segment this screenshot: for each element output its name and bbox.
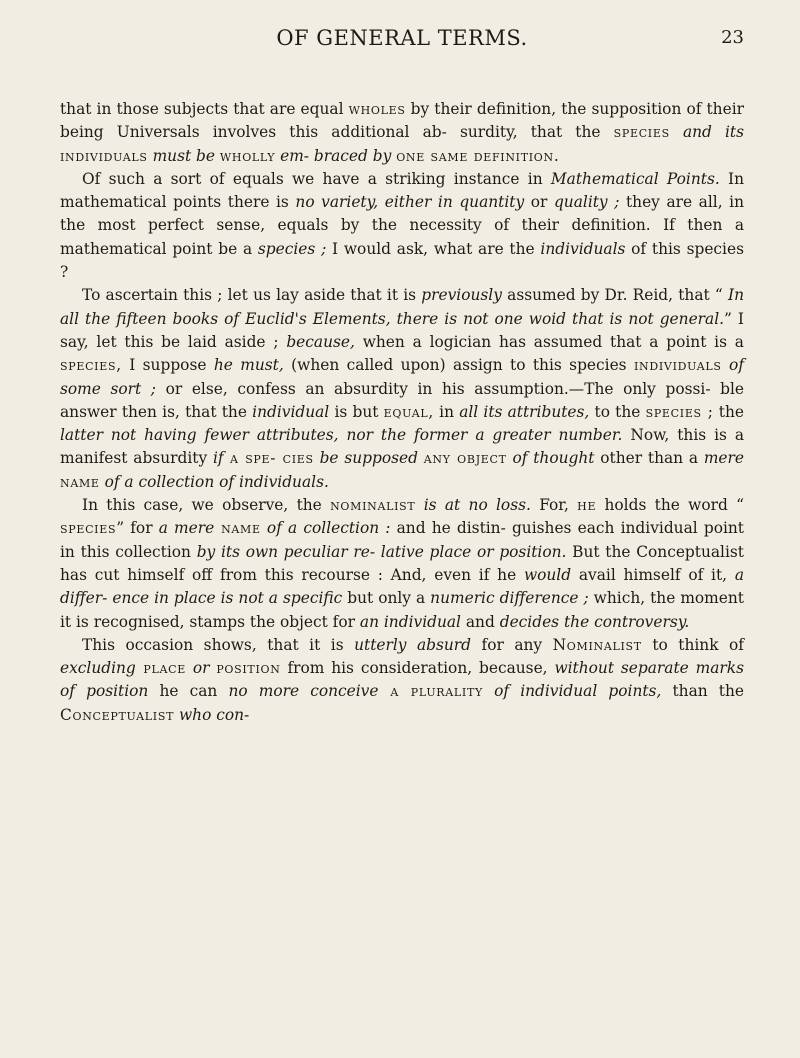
text-run: holds the word “ — [596, 496, 744, 515]
text-run: and he distin- guishes each individual point in this collection — [60, 519, 744, 561]
italic-run: of thought — [506, 449, 595, 468]
paragraph — [60, 98, 744, 168]
text-run: for any — [471, 635, 553, 654]
text-run: or else, confess an absurdity in his assumption.—The only possi- ble answer then is, that the — [60, 379, 745, 421]
small-caps-run: species — [60, 519, 117, 538]
small-caps-run: place — [135, 659, 186, 678]
small-caps-run: position — [216, 659, 281, 678]
small-caps-run: individuals — [60, 146, 148, 165]
italic-run: a mere — [158, 519, 215, 538]
small-caps-run: species ; — [645, 402, 714, 421]
italic-run: would — [523, 565, 572, 584]
text-run: to the — [589, 402, 646, 421]
text-run: This occasion shows, that it is — [82, 635, 355, 654]
italic-run: quality ; — [553, 193, 620, 212]
italic-run: who con- — [174, 705, 250, 724]
small-caps-run: species, — [60, 356, 122, 375]
paragraph — [60, 494, 744, 634]
italic-run: if — [212, 449, 224, 468]
italic-run: of a collection : — [260, 519, 391, 538]
text-run: assumed by Dr. Reid, that “ — [501, 286, 728, 305]
italic-run: without separate marks of position — [60, 659, 744, 701]
italic-run: utterly absurd — [354, 635, 472, 654]
italic-run: by its own peculiar re- lative place or position. — [196, 542, 567, 561]
italic-run: all its attributes, — [459, 402, 590, 421]
italic-run: individuals — [540, 239, 626, 258]
italic-run: no variety, either in quantity — [295, 193, 525, 212]
running-title: OF GENERAL TERMS. — [276, 26, 528, 50]
small-caps-run: a spe- cies — [223, 449, 314, 468]
italic-run: em- braced by — [275, 146, 397, 165]
text-run: other than a — [594, 449, 704, 468]
text-run: Now, this is a manifest absurdity — [60, 426, 744, 468]
text-run: the — [713, 402, 744, 421]
text-run: of this species ? — [60, 239, 744, 282]
small-caps-run: individuals — [633, 356, 722, 375]
page-header — [60, 26, 744, 56]
text-run: In mathematical points there is — [60, 169, 744, 212]
text-run: In this case, we observe, the — [82, 496, 331, 515]
text-run: I suppose — [121, 356, 214, 375]
italic-run: is at no loss. — [415, 496, 531, 515]
text-run: which, the moment it is recognised, stamps the object for — [60, 589, 744, 631]
paragraph — [60, 634, 744, 727]
text-run: from his consideration, because, — [280, 659, 555, 678]
italic-run: a differ- ence in place is not a specific — [60, 565, 744, 608]
italic-run: must be — [147, 146, 220, 165]
small-caps-run: wholly — [219, 146, 276, 165]
text-run: (when called upon) assign to this species — [283, 356, 634, 375]
small-caps-run: Conceptualist — [60, 705, 175, 724]
text-run: ” I say, let this be laid aside ; — [60, 309, 744, 351]
italic-run: an individual — [359, 612, 461, 631]
italic-run: species ; — [257, 239, 327, 258]
italic-run: and its — [669, 123, 745, 142]
italic-run: no more conceive — [228, 682, 379, 701]
text-run: ” for — [116, 519, 159, 538]
italic-run: or — [185, 659, 217, 678]
italic-run: because, — [286, 332, 355, 351]
text-run: by their definition, the supposition of their being Universals involves this additional ab- surdity, that the — [60, 100, 744, 142]
italic-run: Mathematical Points. — [550, 169, 720, 188]
text-run: when a logician has assumed that a point is a — [354, 332, 744, 351]
text-run: But the Conceptualist has cut himself off from this recourse : And, even if he — [60, 542, 744, 584]
italic-run: individual — [252, 402, 330, 421]
text-run: that in those subjects that are equal — [60, 100, 349, 118]
paragraph — [60, 168, 744, 284]
text-run: than the — [661, 682, 745, 701]
text-run: or — [524, 193, 554, 212]
text-run: I would ask, what are the — [326, 239, 541, 258]
small-caps-run: species — [613, 123, 670, 142]
page-number: 23 — [721, 27, 744, 48]
text-run: and — [460, 612, 500, 631]
italic-run: decides the controversy. — [499, 612, 690, 631]
text-run: they are all, in the most perfect sense, equals by the necessity of their definition. If then a mathematical point be a — [60, 193, 744, 258]
italic-run: numeric difference ; — [430, 589, 589, 608]
small-caps-run: wholes — [348, 100, 406, 118]
small-caps-run: name — [60, 472, 100, 491]
italic-run: In all the fifteen books of Euclid's Elements, there is not one woid that is not general. — [60, 286, 744, 328]
small-caps-run: name — [214, 519, 261, 538]
text-run: For, — [530, 496, 578, 515]
italic-run: be supposed — [313, 449, 424, 468]
small-caps-run: any object — [423, 449, 507, 468]
small-caps-run: nominalist — [330, 496, 416, 515]
italic-run: mere — [703, 449, 744, 468]
italic-run: of some sort ; — [60, 356, 745, 398]
small-caps-run: one same definition. — [396, 146, 560, 165]
italic-run: of individual points, — [482, 682, 662, 701]
small-caps-run: he — [577, 496, 597, 515]
text-run: to think of — [641, 635, 744, 654]
small-caps-run: equal, — [383, 402, 434, 421]
text-run: is but — [329, 402, 384, 421]
body-text — [60, 98, 744, 727]
text-run: avail himself of it, — [571, 565, 735, 584]
text-run: Of such a sort of equals we have a striking instance in — [82, 169, 551, 188]
small-caps-run: a plurality — [378, 682, 483, 701]
text-run: To ascertain this ; let us lay aside that it is — [82, 286, 422, 305]
italic-run: previously — [421, 286, 502, 305]
italic-run: latter not having fewer attributes, nor the former a greater number. — [60, 426, 623, 445]
italic-run: he must, — [213, 356, 284, 375]
paragraph — [60, 284, 744, 494]
text-run: but only a — [342, 589, 431, 608]
text-run: he can — [148, 682, 229, 701]
italic-run: excluding — [60, 659, 136, 678]
small-caps-run: Nominalist — [552, 635, 642, 654]
italic-run: of a collection of individuals. — [99, 472, 329, 491]
text-run: in — [433, 402, 460, 421]
